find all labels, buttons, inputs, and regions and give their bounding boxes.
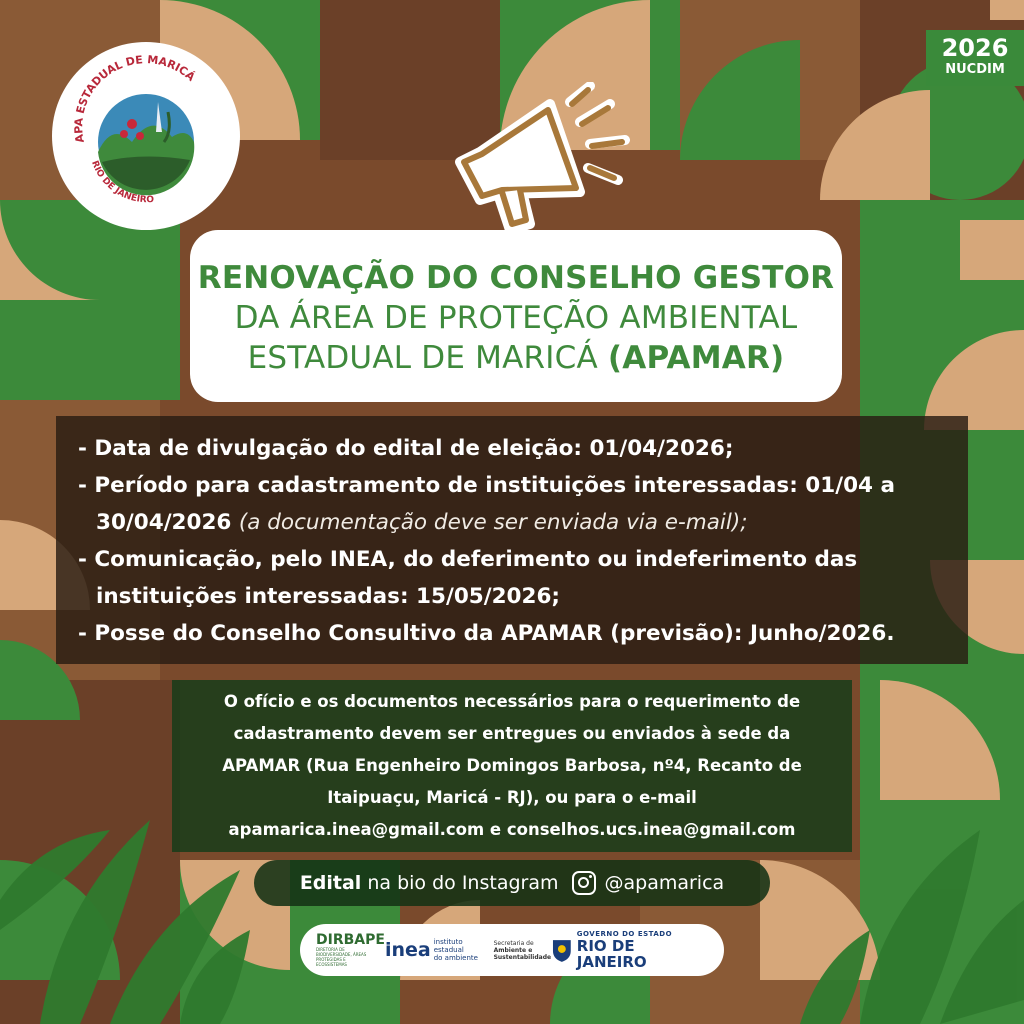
bio-text: na bio do Instagram xyxy=(361,872,559,894)
instagram-icon xyxy=(572,871,596,895)
partner-logos-bar xyxy=(300,924,724,976)
documents-line-3: APAMAR (Rua Engenheiro Domingos Barbosa, nº4, Recanto de xyxy=(222,756,802,775)
instagram-handle[interactable]: @apamarica xyxy=(604,872,725,894)
inea-name: inea xyxy=(384,939,431,961)
sec-line-1: Secretaria de xyxy=(493,939,534,947)
schedule-item-registration-cont xyxy=(78,504,946,541)
schedule-item-publication: - Data de divulgação do edital de eleição: 01/04/2026; xyxy=(78,436,734,461)
schedule-item-communication: - Comunicação, pelo INEA, do deferimento ou indeferimento das xyxy=(78,547,858,572)
badge-org: NUCDIM xyxy=(945,62,1005,77)
dirbape-logo xyxy=(316,933,385,967)
title-line-3-prefix: ESTADUAL DE MARICÁ xyxy=(247,340,608,376)
registration-note: (a documentação deve ser enviada via e-mail); xyxy=(238,510,748,535)
megaphone-icon xyxy=(440,82,630,242)
logo-state-text: RIO DE JANEIRO xyxy=(89,159,155,206)
inea-logo xyxy=(385,938,494,962)
bio-bold: Edital xyxy=(299,872,362,894)
schedule-panel xyxy=(56,416,968,664)
title-line-1: RENOVAÇÃO DO CONSELHO GESTOR xyxy=(197,260,835,296)
schedule-item-registration: - Período para cadastramento de instituições interessadas: 01/04 a xyxy=(78,473,895,498)
gov-main-text: RIO DE JANEIRO xyxy=(576,937,647,971)
documents-emails[interactable]: apamarica.inea@gmail.com e conselhos.ucs.inea@gmail.com xyxy=(228,820,796,839)
logo-emblem-icon xyxy=(52,42,240,230)
secretaria-logo xyxy=(494,940,551,961)
state-coat-of-arms-icon xyxy=(551,937,573,963)
year-badge xyxy=(926,30,1024,86)
title-line-3 xyxy=(190,338,842,378)
sec-line-2: Ambiente e xyxy=(493,946,533,954)
documents-line-1: O ofício e os documentos necessários para o requerimento de xyxy=(223,692,801,711)
documents-panel xyxy=(172,680,852,852)
title-line-2: DA ÁREA DE PROTEÇÃO AMBIENTAL xyxy=(234,300,798,336)
registration-end-date: 30/04/2026 xyxy=(96,510,232,535)
dirbape-subtitle: DIRETORIA DE BIODIVERSIDADE, ÁREAS PROTEGIDAS E ECOSSISTEMAS xyxy=(316,947,367,967)
documents-line-4: Itaipuaçu, Maricá - RJ), ou para o e-mail xyxy=(327,788,697,807)
title-card xyxy=(190,230,842,402)
logo-ring-text: APA ESTADUAL DE MARICÁ xyxy=(72,53,198,144)
apa-marica-logo xyxy=(52,42,240,230)
governo-rj-logo xyxy=(551,930,708,970)
schedule-item-inauguration: - Posse do Conselho Consultivo da APAMAR (previsão): Junho/2026. xyxy=(78,621,895,646)
gov-top-text: GOVERNO DO ESTADO xyxy=(576,930,673,938)
title-acronym: (APAMAR) xyxy=(607,340,785,376)
badge-year: 2026 xyxy=(941,34,1009,62)
sec-line-3: Sustentabilidade xyxy=(493,953,552,961)
schedule-item-communication-cont: instituições interessadas: 15/05/2026; xyxy=(96,584,561,609)
instagram-bio-pill[interactable] xyxy=(254,860,770,906)
inea-sub-1: instituto estadual xyxy=(433,938,464,954)
dirbape-name: DIRBAPE xyxy=(316,932,385,948)
documents-line-2: cadastramento devem ser entregues ou enviados à sede da xyxy=(233,724,791,743)
inea-sub-2: do ambiente xyxy=(433,954,478,962)
